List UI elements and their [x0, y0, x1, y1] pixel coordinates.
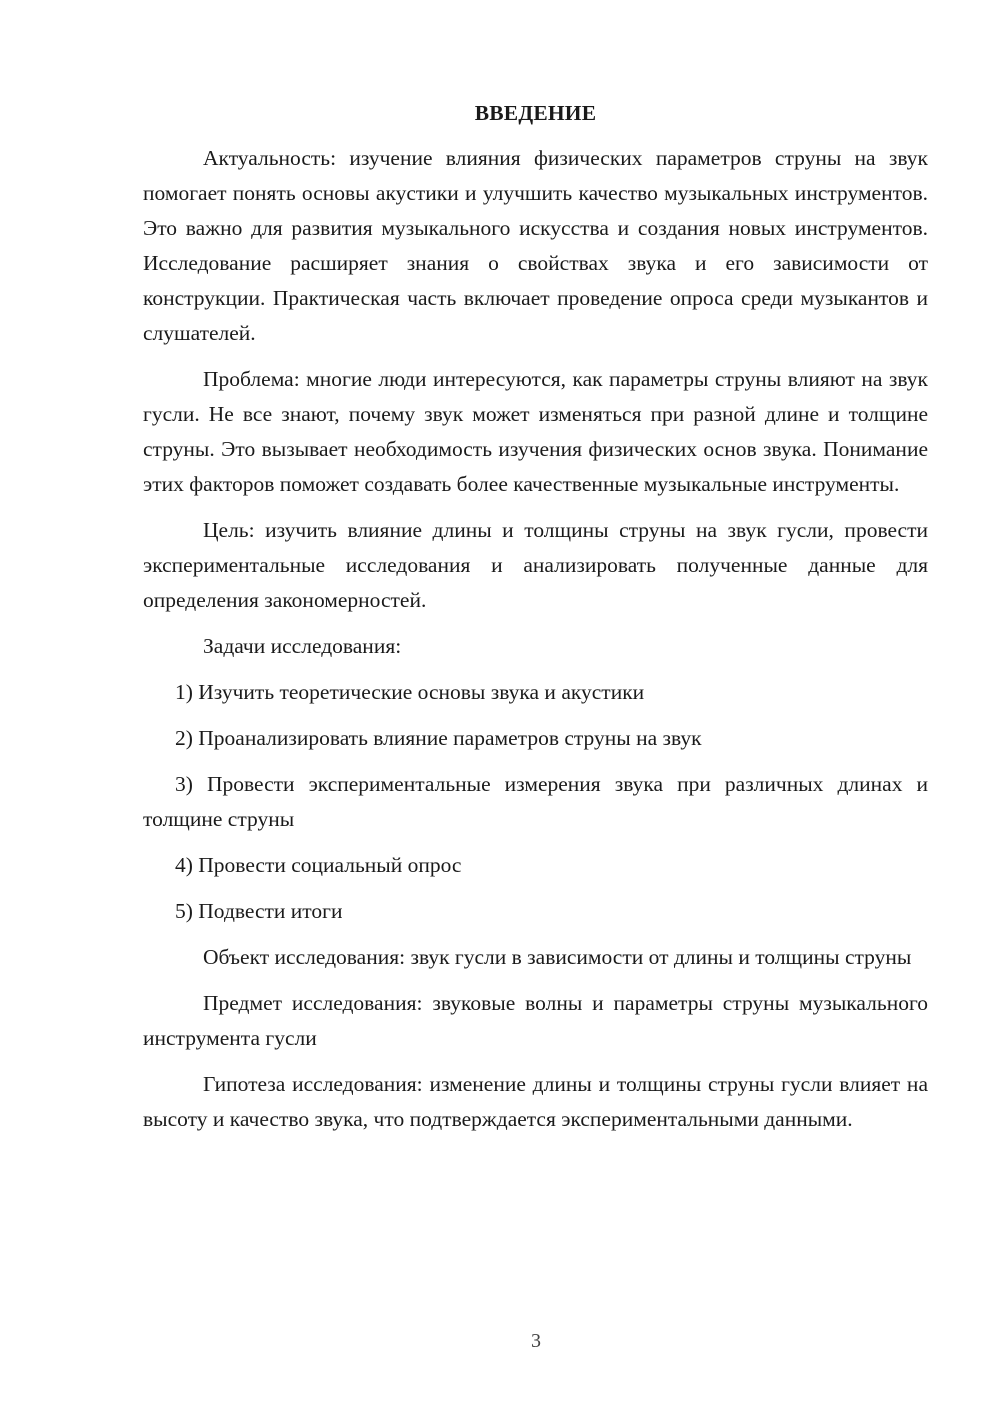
task-item-4: 4) Провести социальный опрос: [175, 853, 462, 877]
problem-paragraph: Проблема: многие люди интересуются, как параметры струны влияют на звук гусли. Не все знают, почему звук может изменяться при разной длине и толщине струны. Это вызывает необходимость изучения физических основ звука. Понимание этих факторов поможет создавать более качественные музыкальные инструменты.: [143, 367, 928, 496]
goal-paragraph: Цель: изучить влияние длины и толщины струны на звук гусли, провести экспериментальные исследования и анализировать полученные данные для определения закономерностей.: [143, 518, 928, 612]
page-number: 3: [531, 1330, 541, 1352]
task-item-2: 2) Проанализировать влияние параметров струны на звук: [175, 726, 702, 750]
document-body: [143, 96, 928, 1148]
subject-paragraph: Предмет исследования: звуковые волны и параметры струны музыкального инструмента гусли: [143, 991, 928, 1050]
task-item-1: 1) Изучить теоретические основы звука и акустики: [175, 680, 645, 704]
object-paragraph: Объект исследования: звук гусли в зависимости от длины и толщины струны: [203, 945, 912, 969]
page-title: ВВЕДЕНИЕ: [474, 101, 597, 125]
hypothesis-paragraph: Гипотеза исследования: изменение длины и толщины струны гусли влияет на высоту и качество звука, что подтверждается экспериментальными данными.: [143, 1072, 928, 1131]
task-item-5: 5) Подвести итоги: [175, 899, 343, 923]
relevance-paragraph: Актуальность: изучение влияния физических параметров струны на звук помогает понять основы акустики и улучшить качество музыкальных инструментов. Это важно для развития музыкального искусства и создания новых инструментов. Исследование расширяет знания о свойствах звука и его зависимости от конструкции. Практическая часть включает проведение опроса среди музыкантов и слушателей.: [143, 146, 928, 345]
tasks-heading: Задачи исследования:: [203, 634, 402, 658]
task-item-3: 3) Провести экспериментальные измерения звука при различных длинах и толщине струны: [143, 772, 928, 831]
